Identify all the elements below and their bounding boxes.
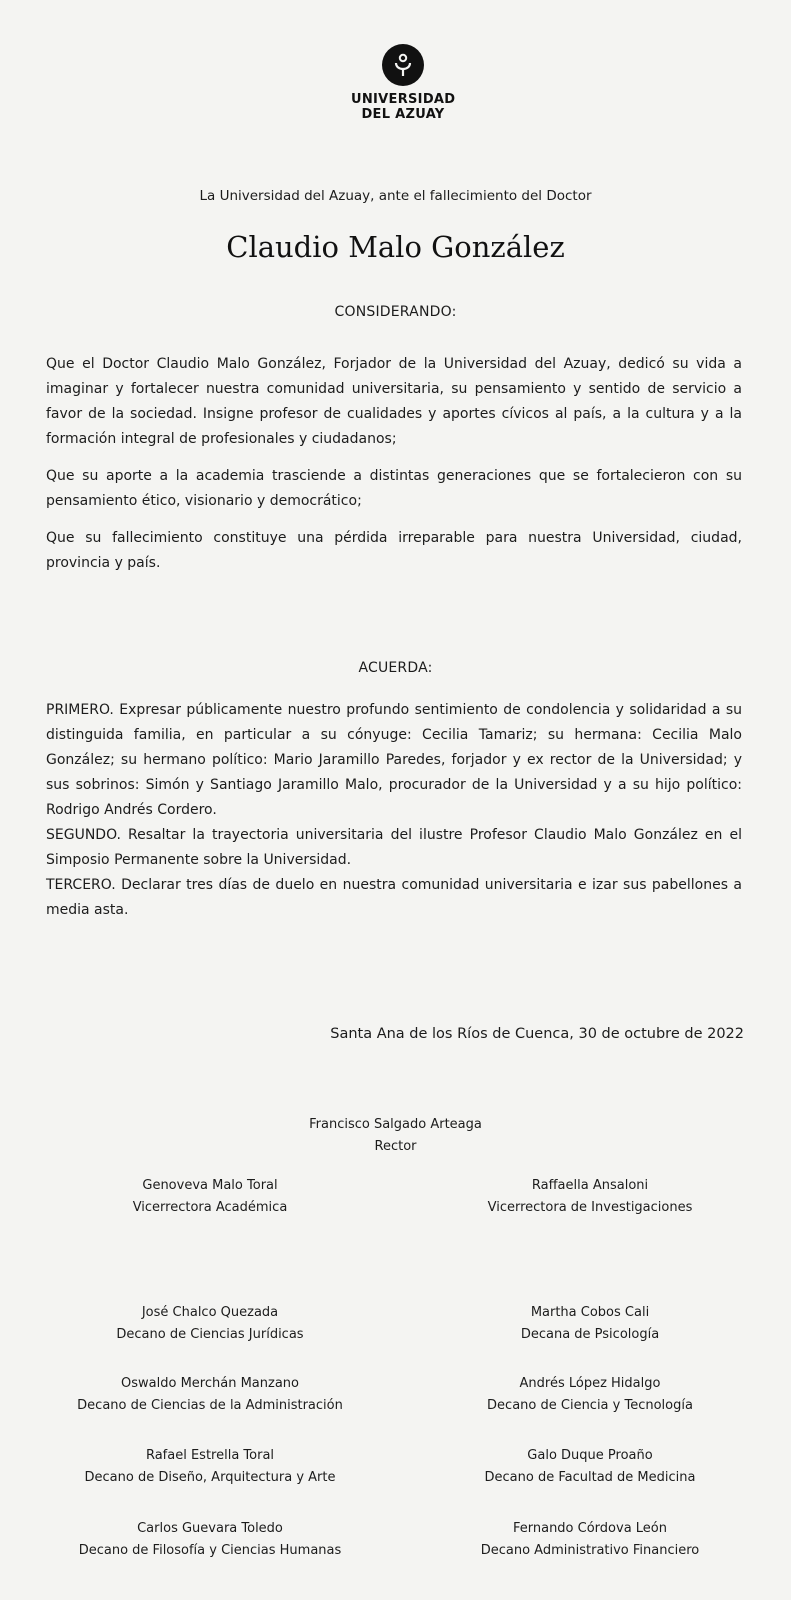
signatory-role: Decano de Ciencias de la Administración — [77, 1398, 343, 1413]
signatory-name: Genoveva Malo Toral — [142, 1178, 278, 1193]
place-and-date: Santa Ana de los Ríos de Cuenca, 30 de octubre de 2022 — [330, 1026, 744, 1042]
deceased-name: Claudio Malo González — [226, 230, 565, 264]
signature-left-3 — [40, 1373, 380, 1417]
signature-right-2 — [440, 1302, 740, 1346]
signatory-role: Vicerrectora Académica — [132, 1200, 288, 1215]
signatory-name: Oswaldo Merchán Manzano — [121, 1376, 299, 1391]
signatory-role: Decano Administrativo Financiero — [480, 1543, 700, 1558]
agreement-second: SEGUNDO. Resaltar la trayectoria universitaria del ilustre Profesor Claudio Malo González en el Simposio Permanente sobre la Universidad. — [46, 827, 742, 868]
signature-rector — [265, 1114, 526, 1158]
signatory-role: Decano de Ciencia y Tecnología — [487, 1398, 693, 1413]
logo-line-1: UNIVERSIDAD — [351, 92, 456, 107]
signature-left-4 — [40, 1445, 380, 1489]
signatory-name: Fernando Córdova León — [512, 1521, 667, 1536]
signature-right-5 — [440, 1518, 740, 1562]
agreement-third: TERCERO. Declarar tres días de duelo en nuestra comunidad universitaria e izar sus pabellones a media asta. — [46, 877, 742, 918]
signatory-name: Galo Duque Proaño — [527, 1448, 653, 1463]
signatory-role: Rector — [374, 1139, 417, 1154]
signatory-name: Francisco Salgado Arteaga — [309, 1117, 482, 1132]
university-logo — [351, 44, 455, 122]
considerando-paragraph: Que su aporte a la academia trasciende a distintas generaciones que se fortalecieron con su pensamiento ético, visionario y democrático; — [46, 468, 742, 509]
signatory-name: Raffaella Ansaloni — [531, 1178, 649, 1193]
considerando-paragraph: Que el Doctor Claudio Malo González, Forjador de la Universidad del Azuay, dedicó su vida a imaginar y fortalecer nuestra comunidad universitaria, su pensamiento y sentido de servicio a favor de la sociedad. Insigne profesor de cualidades y aportes cívicos al país, a la cultura y a la formación integral de profesionales y ciudadanos; — [46, 356, 742, 447]
signatory-name: José Chalco Quezada — [141, 1305, 279, 1320]
signatory-name: Rafael Estrella Toral — [145, 1448, 275, 1463]
signatory-role: Decana de Psicología — [520, 1327, 660, 1342]
intro-line: La Universidad del Azuay, ante el fallecimiento del Doctor — [199, 188, 592, 204]
signatory-name: Carlos Guevara Toledo — [137, 1521, 283, 1536]
signatory-name: Martha Cobos Cali — [530, 1305, 650, 1320]
agreement-first: PRIMERO. Expresar públicamente nuestro profundo sentimiento de condolencia y solidaridad a su distinguida familia, en particular a su cónyuge: Cecilia Tamariz; su hermana: Cecilia Malo González; su hermano político: Mario Jaramillo Paredes, forjador y ex rector de la Universidad; y sus sobrinos: Simón y Santiago Jaramillo Malo, procurador de la Universidad y a su hijo político: Rodrigo Andrés Cordero. — [46, 702, 742, 818]
considerando-heading: CONSIDERANDO: — [334, 304, 457, 320]
signature-right-3 — [440, 1373, 740, 1417]
signature-right-1 — [440, 1175, 740, 1219]
considerando-paragraph: Que su fallecimiento constituye una pérdida irreparable para nuestra Universidad, ciudad, provincia y país. — [46, 530, 742, 571]
signatory-name: Andrés López Hidalgo — [519, 1376, 661, 1391]
logo-line-2: DEL AZUAY — [361, 107, 445, 122]
acuerda-section — [46, 698, 742, 923]
signatory-role: Decano de Ciencias Jurídicas — [116, 1327, 304, 1342]
signature-left-2 — [50, 1302, 370, 1346]
signatory-role: Vicerrectora de Investigaciones — [487, 1200, 693, 1215]
signatory-role: Decano de Diseño, Arquitectura y Arte — [84, 1470, 336, 1485]
signature-right-4 — [440, 1445, 740, 1489]
university-emblem-icon — [382, 44, 424, 86]
signatory-role: Decano de Facultad de Medicina — [484, 1470, 696, 1485]
signatory-role: Decano de Filosofía y Ciencias Humanas — [78, 1543, 342, 1558]
signature-left-1 — [50, 1175, 370, 1219]
signature-left-5 — [40, 1518, 380, 1562]
acuerda-heading: ACUERDA: — [358, 660, 433, 676]
considerando-section — [46, 352, 742, 588]
